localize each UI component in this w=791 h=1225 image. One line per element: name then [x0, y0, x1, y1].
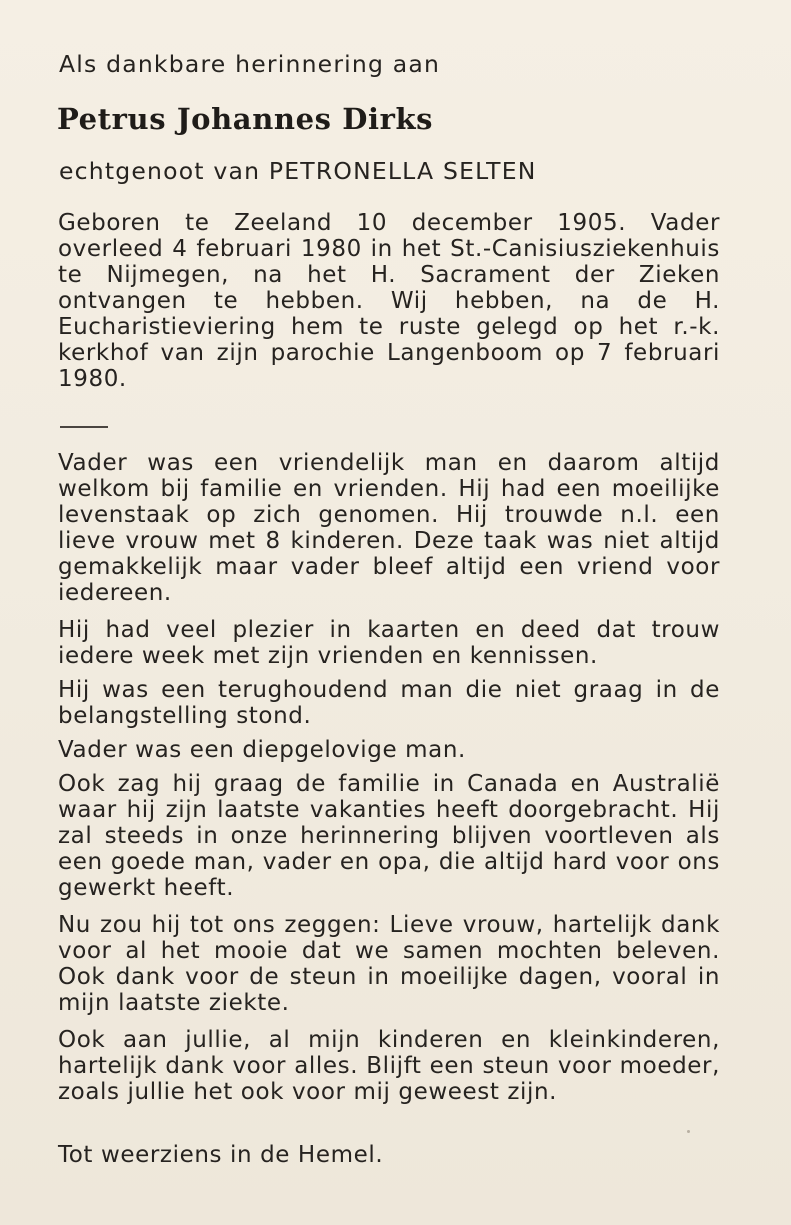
- paper-speck: [687, 1130, 690, 1133]
- birth-death-paragraph: Geboren te Zeeland 10 december 1905. Vader overleed 4 februari 1980 in het St.-Canisiusziekenhuis te Nijmegen, na het H. Sacrament der Zieken ontvangen te hebben. Wij hebben, na de H. Eucharistieviering hem te ruste gelegd op het r.-k. kerkhof van zijn parochie Langenboom op 7 februari 1980.: [58, 210, 720, 392]
- paragraph-faith: Vader was een diepgelovige man.: [58, 737, 466, 763]
- deceased-name: Petrus Johannes Dirks: [57, 102, 434, 136]
- paragraph-thanks-children: Ook aan jullie, al mijn kinderen en kleinkinderen, hartelijk dank voor alles. Blijft een steun voor moeder, zoals jullie het ook voor mij geweest zijn.: [58, 1027, 720, 1105]
- closing-line: Tot weerziens in de Hemel.: [58, 1142, 384, 1168]
- paragraph-thanks-wife: Nu zou hij tot ons zeggen: Lieve vrouw, hartelijk dank voor al het mooie dat we samen mochten beleven. Ook dank voor de steun in moeilijke dagen, vooral in mijn laatste ziekte.: [58, 912, 720, 1016]
- paragraph-travel: Ook zag hij graag de familie in Canada en Australië waar hij zijn laatste vakanties heeft doorgebracht. Hij zal steeds in onze herinnering blijven voortleven als een goede man, vader en opa, die altijd hard voor ons gewerkt heeft.: [58, 771, 720, 901]
- intro-line: Als dankbare herinnering aan: [59, 50, 441, 78]
- section-divider: [60, 426, 108, 428]
- paragraph-character: Vader was een vriendelijk man en daarom altijd welkom bij familie en vrienden. Hij had een moeilijke levenstaak op zich genomen. Hij trouwde n.l. een lieve vrouw met 8 kinderen. Deze taak was niet altijd gemakkelijk maar vader bleef altijd een vriend voor iedereen.: [58, 450, 720, 606]
- paragraph-hobby: Hij had veel plezier in kaarten en deed dat trouw iedere week met zijn vrienden en kennissen.: [58, 617, 720, 669]
- paragraph-reserved: Hij was een terughoudend man die niet graag in de belangstelling stond.: [58, 677, 720, 729]
- spouse-line: echtgenoot van PETRONELLA SELTEN: [59, 157, 537, 185]
